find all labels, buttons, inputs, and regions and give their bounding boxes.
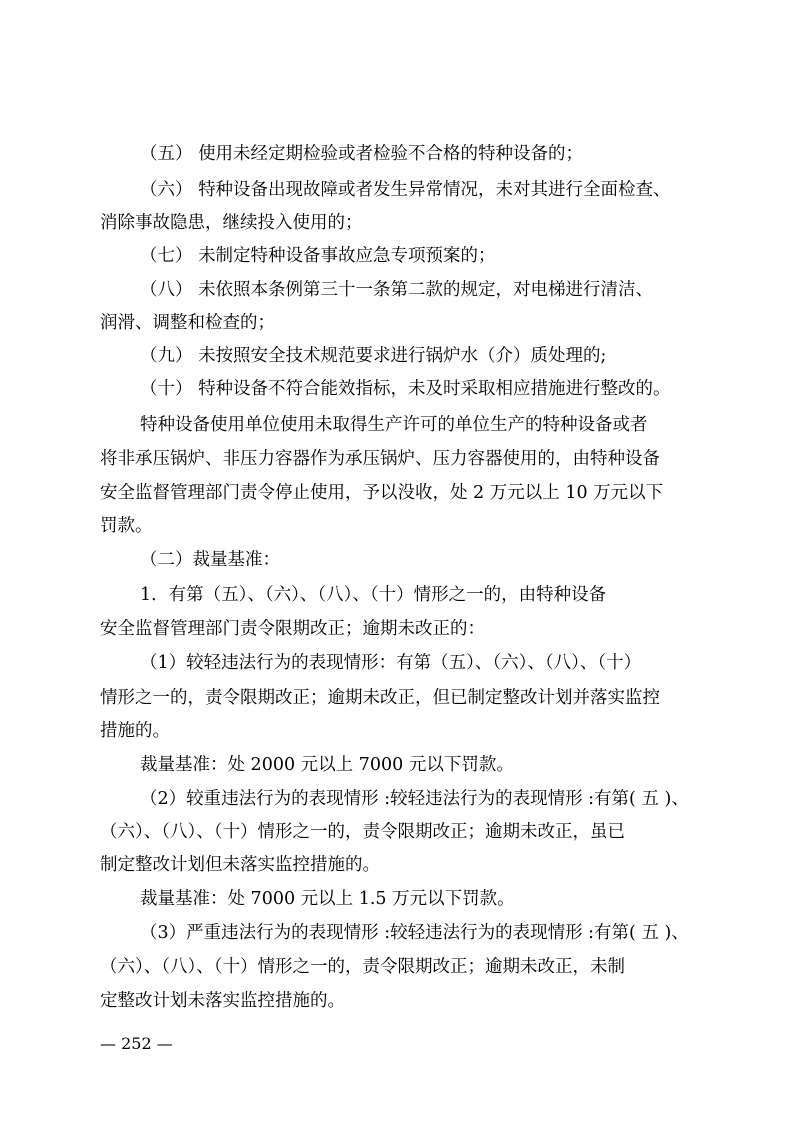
text-line: 裁量基准：处 2000 元以上 7000 元以下罚款。 (140, 755, 514, 775)
text-line: （十） 特种设备不符合能效指标，未及时采取相应措施进行整改的。 (140, 379, 671, 399)
text-line: （八） 未依照本条例第三十一条第二款的规定，对电梯进行清洁、 (140, 280, 654, 300)
text-line: 裁量基准：处 7000 元以上 1.5 万元以下罚款。 (140, 889, 515, 909)
text-line: （九） 未按照安全技术规范要求进行锅炉水（介）质处理的; (140, 346, 607, 366)
text-line: 将非承压锅炉、非压力容器作为承压锅炉、压力容器使用的，由特种设备 (100, 449, 660, 469)
text-line: （七） 未制定特种设备事故应急专项预案的； (140, 246, 496, 266)
text-line: （六）、（八）、（十）情形之一的，责令限期改正；逾期未改正，虽已 (100, 822, 625, 842)
text-line: （3）严重违法行为的表现情形 :较轻违法行为的表现情形 :有第( 五 )、 (140, 923, 689, 943)
text-line: 润滑、调整和检查的； (100, 313, 275, 333)
text-line: 情形之一的，责令限期改正；逾期未改正，但已制定整改计划并落实监控 (100, 688, 660, 708)
section-heading: （二）裁量基准： (140, 550, 280, 570)
text-line: 消除事故隐患，继续投入使用的； (100, 213, 363, 233)
text-line: 安全监督管理部门责令限期改正；逾期未改正的： (100, 619, 485, 639)
text-line: （六）、（八）、（十）情形之一的，责令限期改正；逾期未改正，未制 (100, 957, 625, 977)
text-line: 制定整改计划但未落实监控措施的。 (100, 855, 380, 875)
text-line: 措施的。 (100, 721, 170, 741)
text-line: 安全监督管理部门责令停止使用，予以没收，处 2 万元以上 10 万元以下 (100, 483, 664, 503)
text-line: （2）较重违法行为的表现情形 :较轻违法行为的表现情形 :有第( 五 )、 (140, 789, 689, 809)
text-line: 罚款。 (100, 516, 153, 536)
text-line: 定整改计划未落实监控措施的。 (100, 991, 345, 1011)
text-line: （六） 特种设备出现故障或者发生异常情况，未对其进行全面检查、 (140, 180, 671, 200)
page-number: — 252 — (100, 1034, 173, 1053)
text-line: 特种设备使用单位使用未取得生产许可的单位生产的特种设备或者 (140, 415, 648, 435)
text-line: （1）较轻违法行为的表现情形：有第（五）、（六）、（八）、（十） (140, 653, 642, 673)
text-line: （五） 使用未经定期检验或者检验不合格的特种设备的； (140, 144, 584, 164)
text-line: 1．有第（五）、（六）、（八）、（十）情形之一的，由特种设备 (140, 585, 607, 605)
